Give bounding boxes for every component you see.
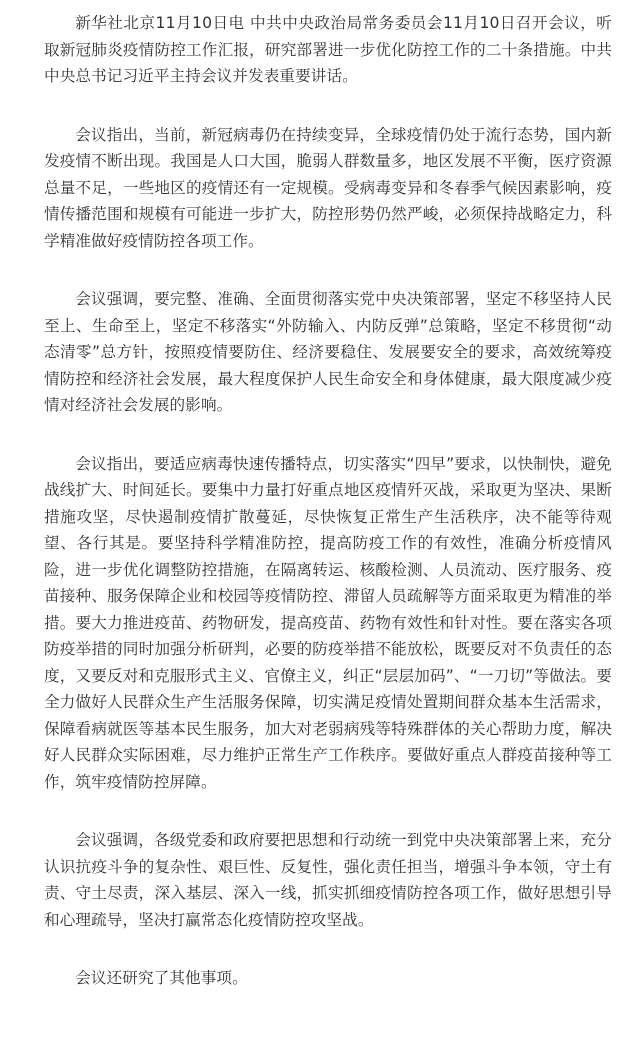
paragraph-other-matters: 会议还研究了其他事项。: [75, 969, 248, 987]
paragraph-strategy: 会议强调，要完整、准确、全面贯彻落实党中央决策部署，坚定不移坚持人民至上、生命至上，坚定不移落实“外防输入、内防反弹”总策略，坚定不移贯彻“动态清零”总方针，按照疫情要防住、经济要稳住、发展要安全的要求，高效统筹疫情防控和经济社会发展，最大程度保护人民生命安全和身体健康，最大限度减少疫情对经济社会发展的影响。: [44, 290, 612, 414]
article-body: [44, 10, 612, 992]
paragraph-lead: 新华社北京11月10日电 中共中央政治局常务委员会11月10日召开会议，听取新冠肺炎疫情防控工作汇报，研究部署进一步优化防控工作的二十条措施。中共中央总书记习近平主持会议并发表重要讲话。: [44, 14, 612, 85]
paragraph-measures: 会议指出，要适应病毒快速传播特点，切实落实“四早”要求，以快制快，避免战线扩大、时间延长。要集中力量打好重点地区疫情歼灭战，采取更为坚决、果断措施攻坚，尽快遏制疫情扩散蔓延，尽快恢复正常生产生活秩序，决不能等待观望、各行其是。要坚持科学精准防控，提高防疫工作的有效性，准确分析疫情风险，进一步优化调整防控措施，在隔离转运、核酸检测、人员流动、医疗服务、疫苗接种、服务保障企业和校园等疫情防控、滞留人员疏解等方面采取更为精准的举措。要大力推进疫苗、药物研发，提高疫苗、药物有效性和针对性。要在落实各项防疫举措的同时加强分析研判，必要的防疫举措不能放松，既要反对不负责任的态度，又要反对和克服形式主义、官僚主义，纠正“层层加码”、“一刀切”等做法。要全力做好人民群众生产生活服务保障，切实满足疫情处置期间群众基本生活需求，保障看病就医等基本民生服务，加大对老弱病残等特殊群体的关心帮助力度，解决好人民群众实际困难，尽力维护正常生产工作秩序。要做好重点人群疫苗接种等工作，筑牢疫情防控屏障。: [44, 454, 612, 791]
paragraph-situation: 会议指出，当前，新冠病毒仍在持续变异，全球疫情仍处于流行态势，国内新发疫情不断出现。我国是人口大国，脆弱人群数量多，地区发展不平衡，医疗资源总量不足，一些地区的疫情还有一定规模。受病毒变异和冬春季气候因素影响，疫情传播范围和规模有可能进一步扩大，防控形势仍然严峻，必须保持战略定力，科学精准做好疫情防控各项工作。: [44, 125, 612, 250]
paragraph-responsibility: 会议强调，各级党委和政府要把思想和行动统一到党中央决策部署上来，充分认识抗疫斗争的复杂性、艰巨性、反复性，强化责任担当，增强斗争本领，守土有责、守土尽责，深入基层、深入一线，抓实抓细疫情防控各项工作，做好思想引导和心理疏导，坚决打赢常态化疫情防控攻坚战。: [44, 831, 612, 929]
